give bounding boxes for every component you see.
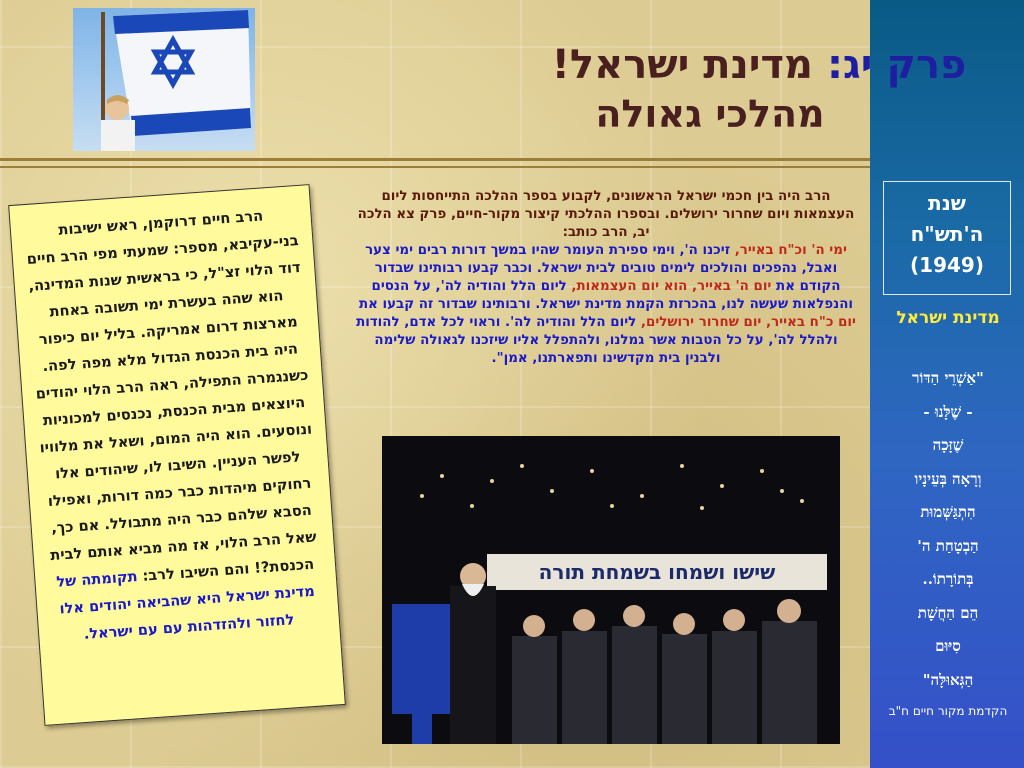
quote-line: הַבְטָחַת ה' — [917, 536, 979, 555]
story-note — [8, 184, 346, 726]
year-gregorian: (1949) — [910, 253, 984, 277]
quote-line: שֶׁזָּכָה — [932, 436, 964, 454]
side-source: הקדמת מקור חיים ח"ב — [888, 704, 1008, 718]
side-quote — [878, 362, 1018, 697]
quote-text: זיכנו ה', וימי ספירת העומר שהיו במשך דורות רבים ימי צער ואבל, נהפכים והולכים לימים טובים לבית ישראל. וכבר קבעו רבותינו שבדור הקודם את — [365, 243, 841, 294]
note-text — [22, 200, 327, 650]
divider-line — [0, 158, 870, 161]
year-label: שנת — [928, 191, 966, 215]
flag-photo — [73, 8, 255, 151]
year-hebrew: ה'תש"ח — [910, 222, 984, 246]
divider-line — [0, 166, 870, 168]
quote-text: ליום הלל והודיה לה'. וראוי לכל אדם, להודות ולהלל לה', על כל הטבות אשר גמלנו, ולהתפלל אליו שיזכנו לגאולה שלימה ולבנין בית מקדשינו ותפארתנו, אמן". — [356, 315, 838, 366]
quote-date-highlight: יום כ"ח באייר, יום שחרור ירושלים, — [640, 315, 856, 330]
note-highlight: תקומתה של מדינת ישראל היא שהביאה יהודים אלו לחזור ולהזדהות עם עם ישראל. — [55, 568, 316, 643]
quote-line: - שֶׁלָּנוּ - — [923, 402, 973, 421]
note-story: הרב חיים דרוקמן, ראש ישיבות בני-עקיבא, מספר: שמעתי מפי הרב חיים דוד הלוי זצ"ל, כי בראשית שנות המדינה, הוא שהה בעשרת ימי תשובה באחת מארצות דרום אמריקה. בליל יום כיפור היה בית הכנסת הגדול מלא מפה לפה. כשנגמרה התפילה, ראה הרב הלוי יהודים היוצאים מבית הכנסת, נכנסים למכוניות ונוסעים. הוא היה המום, ושאל את מלוויו לפשר העניין. השיבו לו, שיהודים אלו רחוקים מיהדות כבר כמה דורות, ואפילו הסבא שלהם כבר היה מתבולל. אם כך, שאל הרב הלוי, אז מה מביא אותם לבית הכנסת?! והם השיבו לרב: — [26, 207, 317, 586]
quote-line: הֵם הַחֲשָׁת — [917, 603, 979, 622]
israeli-flag-image — [73, 8, 255, 151]
page-title — [519, 42, 999, 88]
quote-line: סִיּוּם — [935, 637, 961, 655]
title-main: מדינת ישראל! — [551, 42, 813, 88]
quote-text: ליום הלל והודיה לה', על הנסים והנפלאות שעשה לנו, בהכרזת הקמת מדינת ישראל. ורבותינו שבדור זה קבעו את — [358, 279, 854, 312]
quote-date-highlight: ימי ה' וכ"ח באייר, — [734, 243, 847, 258]
quote-line: "אַשְׁרֵי הַדּוֹר — [912, 369, 984, 387]
celebration-photo-image — [382, 436, 840, 744]
year-box — [883, 181, 1011, 295]
side-heading: מדינת ישראל — [896, 308, 1000, 328]
quote-date-highlight: יום ה' באייר, הוא יום העצמאות, — [571, 279, 772, 294]
event-banner-text: שישו ושמחו בשמחת תורה — [538, 560, 776, 584]
quote-line: וְרָאָה בְּעֵינָיו — [914, 469, 982, 488]
quote-line: הִתְגַּשְּׁמוּת — [920, 503, 976, 521]
chapter-label: פרק יג: — [826, 42, 967, 88]
intro-text — [356, 188, 856, 368]
intro-lead: הרב היה בין חכמי ישראל הראשונים, לקבוע בספר ההלכה התייחסות ליום העצמאות ויום שחרור ירושלים. ובספרו ההלכתי קיצור מקור-חיים, פרק צא הלכה יב, הרב כותב: — [357, 189, 855, 240]
event-photo — [382, 436, 840, 744]
quote-line: בְּתוֹרָתוֹ.. — [922, 570, 974, 588]
quote-line: הַגְּאוּלָּה" — [922, 670, 974, 689]
page-subtitle: מהלכי גאולה — [595, 92, 825, 136]
